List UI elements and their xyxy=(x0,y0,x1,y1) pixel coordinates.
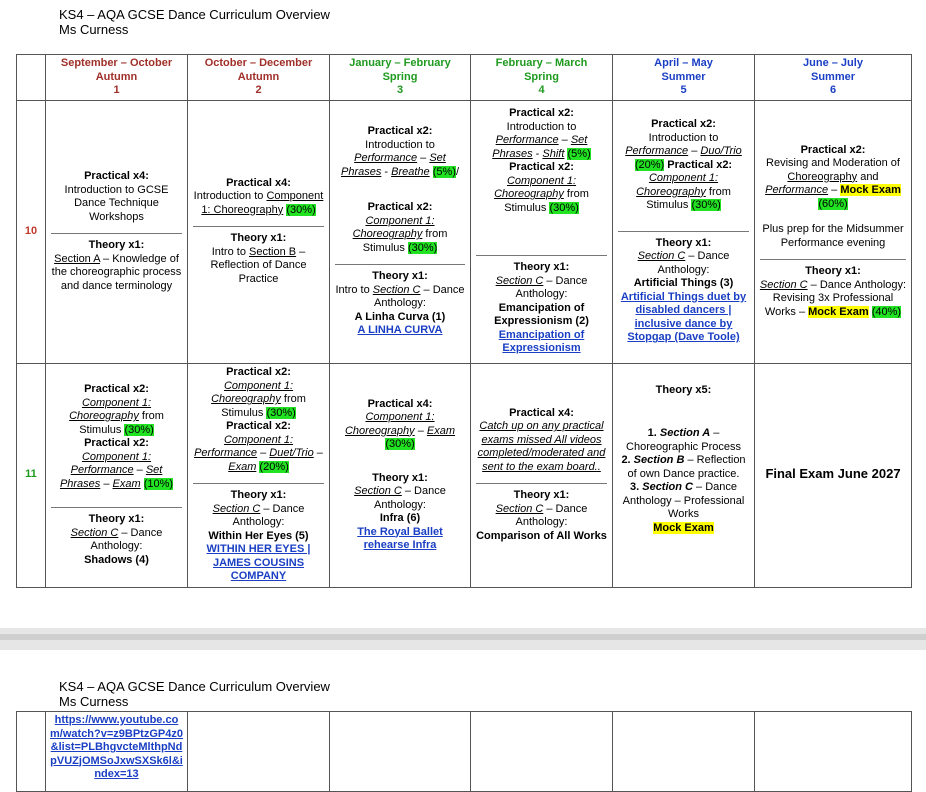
practical-block-1: Practical x2: Component 1: Choreography from Stimulus (30%) xyxy=(69,383,164,436)
practical-block: Practical x4: Component 1: Choreography – Exam (30%) xyxy=(344,397,456,450)
empty-cell xyxy=(330,712,471,792)
theory-block: Theory x1: Section A – Knowledge of the choreographic process and dance terminology xyxy=(51,239,182,292)
document-header xyxy=(59,7,330,37)
empty-cell xyxy=(188,712,330,792)
y10-term5-cell xyxy=(613,100,755,363)
practical-block-2: Practical x2: Component 1: Performance – Duet/Trio – Exam (20%) xyxy=(194,420,323,473)
theory-block: Theory x1: Section C – Dance Anthology: Revising 3x Professional Works – Mock Exam (40%) xyxy=(759,265,907,318)
theory-block: Theory x1: Intro to Section B – Reflection of Dance Practice xyxy=(210,232,307,285)
y10-term3-cell xyxy=(330,100,471,363)
practical-block-1: Practical x2: Introduction to Performance – Set Phrases - Shift (5%) xyxy=(492,107,591,160)
continued-label-cell xyxy=(17,712,46,792)
curriculum-table-continued xyxy=(16,711,912,792)
year-10-row xyxy=(17,100,912,363)
y10-term6-cell xyxy=(755,100,912,363)
term-header-4: February – March Spring 4 xyxy=(471,55,613,101)
within-her-eyes-link[interactable]: WITHIN HER EYES | JAMES COUSINS COMPANY xyxy=(206,543,311,583)
term-header-5: April – May Summer 5 xyxy=(613,55,755,101)
practical-block: Practical x4: Introduction to GCSE Dance Technique Workshops xyxy=(64,170,169,223)
theory-block: Theory x1: Intro to Section C – Dance Anthology: A Linha Curva (1) A LINHA CURVA xyxy=(333,270,467,338)
theory-block: Theory x1: Section C – Dance Anthology: Emancipation of Expressionism (2) Emancipation of Expressionism xyxy=(474,261,609,356)
practical-block-1: Practical x2: Component 1: Choreography from Stimulus (30%) xyxy=(211,366,306,419)
practical-block: Practical x2: Introduction to Performance – Duo/Trio (20%) Practical x2: Component 1: Choreography from Stimulus (30%) xyxy=(625,118,742,212)
practical-block-2: Practical x2: Component 1: Choreography from Stimulus (30%) xyxy=(494,161,589,214)
term-header-2: October – December Autumn 2 xyxy=(188,55,330,101)
practical-block: Practical x4: Introduction to Component 1: Choreography (30%) xyxy=(193,176,324,216)
y10-term1-cell xyxy=(46,100,188,363)
document-title: KS4 – AQA GCSE Dance Curriculum Overview xyxy=(59,679,330,694)
y10-term4-cell xyxy=(471,100,613,363)
theory-block: Theory x1: Section C – Dance Anthology: Artificial Things (3) Artificial Things duet by disabled dancers | inclusive dance by Stopgap (Dave Toole) xyxy=(616,237,751,345)
teacher-name: Ms Curness xyxy=(59,22,129,37)
year-label-11: 11 xyxy=(17,363,46,587)
theory-head: Theory x5: xyxy=(655,383,712,396)
theory-block: Theory x1: Section C – Dance Anthology: Infra (6) The Royal Ballet rehearse Infra xyxy=(333,472,467,553)
practical-block: Practical x2: Revising and Moderation of Choreography and Performance – Mock Exam (60%) xyxy=(765,143,901,210)
y11-term4-cell xyxy=(471,363,613,587)
youtube-link[interactable]: https://www.youtube.com/watch?v=z9BPtzGP4z0&list=PLBhgvcteMlthpNdpVUZjOMSoJxwSXSk6l&index=13 xyxy=(46,712,188,792)
practical-block-2: Practical x2: Component 1: Performance – Set Phrases – Exam (10%) xyxy=(59,437,174,490)
practical-block-2: Practical x2: Component 1: Choreography from Stimulus (30%) xyxy=(352,201,448,254)
emancipation-link[interactable]: Emancipation of Expressionism xyxy=(498,328,585,355)
royal-ballet-infra-link[interactable]: The Royal Ballet rehearse Infra xyxy=(357,525,443,551)
y10-term2-cell xyxy=(188,100,330,363)
y11-term1-cell xyxy=(46,363,188,587)
continued-row xyxy=(17,712,912,792)
y11-term3-cell xyxy=(330,363,471,587)
practical-block: Practical x4: Catch up on any practical exams missed All videos completed/moderated and sent to the exam board.. xyxy=(477,406,606,473)
y11-term6-cell xyxy=(755,363,912,587)
theory-item-1: 1. Section A – Choreographic Process xyxy=(626,427,741,453)
curriculum-table xyxy=(16,54,912,588)
practical-block-1: Practical x2: Introduction to Performance – Set Phrases - Breathe (5%)/ xyxy=(340,125,460,178)
empty-cell xyxy=(755,712,912,792)
mock-exam-badge: Mock Exam xyxy=(653,521,714,534)
y11-term5-cell xyxy=(613,363,755,587)
theory-block: Theory x1: Section C – Dance Anthology: Comparison of All Works xyxy=(476,489,607,542)
term-header-3: January – February Spring 3 xyxy=(330,55,471,101)
year-11-row xyxy=(17,363,912,587)
theory-block: Theory x1: Section C – Dance Anthology: Shadows (4) xyxy=(70,513,163,566)
teacher-name: Ms Curness xyxy=(59,694,129,709)
final-exam-text: Final Exam June 2027 xyxy=(765,466,901,482)
empty-cell xyxy=(471,712,613,792)
year-label-10: 10 xyxy=(17,100,46,363)
corner-cell xyxy=(17,55,46,101)
page-2 xyxy=(0,650,926,786)
theory-item-3: 3. Section C – Dance Anthology – Professional Works xyxy=(622,481,745,520)
empty-cell xyxy=(613,712,755,792)
term-header-6: June – July Summer 6 xyxy=(755,55,912,101)
midsummer-note: Plus prep for the Midsummer Performance evening xyxy=(762,223,904,249)
document-header-2 xyxy=(59,679,330,709)
theory-item-2: 2. Section B – Reflection of own Dance practice. xyxy=(621,454,746,480)
a-linha-curva-link[interactable]: A LINHA CURVA xyxy=(357,324,443,337)
document-title: KS4 – AQA GCSE Dance Curriculum Overview xyxy=(59,7,330,22)
page-break xyxy=(0,628,926,650)
y11-term2-cell xyxy=(188,363,330,587)
term-header-1: September – October Autumn 1 xyxy=(46,55,188,101)
theory-block: Theory x1: Section C – Dance Anthology: Within Her Eyes (5) WITHIN HER EYES | JAMES COUSINS COMPANY xyxy=(191,489,326,584)
artificial-things-link[interactable]: Artificial Things duet by disabled dancers | inclusive dance by Stopgap (Dave Toole) xyxy=(620,290,747,344)
term-header-row xyxy=(17,55,912,101)
